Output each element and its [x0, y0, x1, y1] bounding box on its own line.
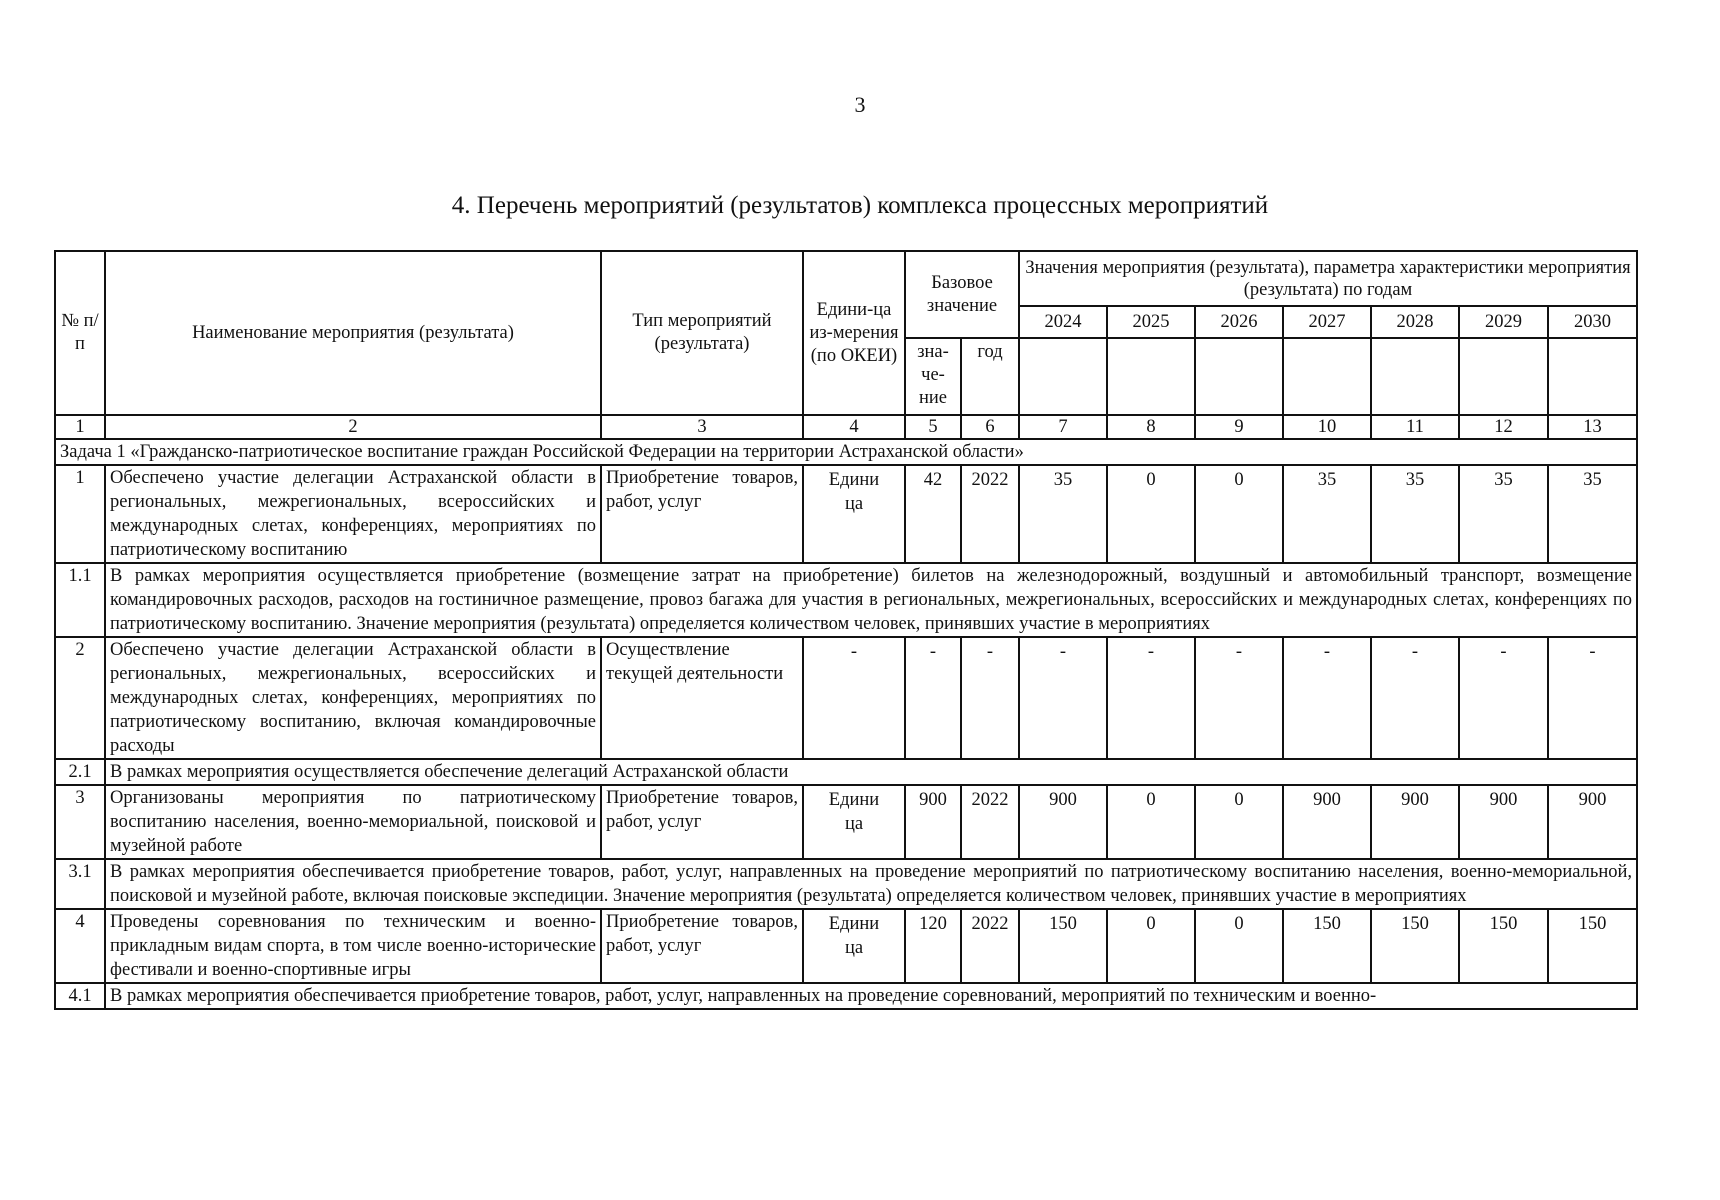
base-year: 2022 [961, 909, 1019, 983]
base-year: 2022 [961, 465, 1019, 563]
event-description: В рамках мероприятия обеспечивается приобретение товаров, работ, услуг, направленных на проведение соревнований, мероприятий по техническим и военно- [105, 983, 1637, 1009]
value-2028: 900 [1371, 785, 1459, 859]
event-name: Проведены соревнования по техническим и военно-прикладным видам спорта, в том числе военно-исторические фестивали и военно-спортивные игры [105, 909, 601, 983]
header-unit: Едини-ца из-мерения (по ОКЕИ) [803, 251, 905, 415]
value-2026: 0 [1195, 909, 1283, 983]
event-type: Осуществление текущей деятельности [601, 637, 803, 759]
table-row-description [55, 859, 1637, 909]
header-empty-cell [1283, 338, 1371, 415]
header-empty-cell [1459, 338, 1548, 415]
header-year-2024: 2024 [1019, 306, 1107, 338]
column-number: 8 [1107, 415, 1195, 439]
sub-row-number: 4.1 [55, 983, 105, 1009]
header-empty-cell [1195, 338, 1283, 415]
value-2029: 900 [1459, 785, 1548, 859]
value-2027: 150 [1283, 909, 1371, 983]
event-type: Приобретение товаров, работ, услуг [601, 465, 803, 563]
value-2026: 0 [1195, 465, 1283, 563]
base-year: 2022 [961, 785, 1019, 859]
event-unit [803, 465, 905, 563]
task-row [55, 439, 1637, 465]
value-2024: 150 [1019, 909, 1107, 983]
header-empty-cell [1107, 338, 1195, 415]
header-row-1 [55, 251, 1637, 306]
column-number: 5 [905, 415, 961, 439]
table-row [55, 637, 1637, 759]
sub-row-number: 2.1 [55, 759, 105, 785]
value-2029: 35 [1459, 465, 1548, 563]
row-number: 3 [55, 785, 105, 859]
value-2025: 0 [1107, 465, 1195, 563]
page-number: 3 [854, 92, 866, 117]
event-name: Обеспечено участие делегации Астраханской области в региональных, межрегиональных, всероссийских и международных слетах, конференциях, мероприятиях по патриотическому воспитанию [105, 465, 601, 563]
event-type: Приобретение товаров, работ, услуг [601, 785, 803, 859]
column-number: 9 [1195, 415, 1283, 439]
table-row-description [55, 983, 1637, 1009]
column-number: 7 [1019, 415, 1107, 439]
event-description: В рамках мероприятия осуществляется приобретение (возмещение затрат на приобретение) билетов на железнодорожный, воздушный и автомобильный транспорт, возмещение командировочных расходов, расходов на гостиничное размещение, провоз багажа для участия в региональных, межрегиональных, всероссийских и международных слетах, конференциях по патриотическому воспитанию. Значение мероприятия (результата) определяется количеством человек, принявших участие в мероприятиях [105, 563, 1637, 637]
header-type: Тип мероприятий (результата) [601, 251, 803, 415]
event-name: Организованы мероприятия по патриотическому воспитанию населения, военно-мемориальной, поисковой и музейной работе [105, 785, 601, 859]
column-number: 11 [1371, 415, 1459, 439]
header-base: Базовое значение [905, 251, 1019, 338]
column-number: 10 [1283, 415, 1371, 439]
table-row-description [55, 759, 1637, 785]
value-2025: 0 [1107, 909, 1195, 983]
event-unit: - [803, 637, 905, 759]
column-number: 6 [961, 415, 1019, 439]
value-2030: 150 [1548, 909, 1637, 983]
header-year-2030: 2030 [1548, 306, 1637, 338]
base-value: 120 [905, 909, 961, 983]
header-year-2028: 2028 [1371, 306, 1459, 338]
table-row-description [55, 563, 1637, 637]
row-number: 2 [55, 637, 105, 759]
document-title: 4. Перечень мероприятий (результатов) комплекса процессных мероприятий [451, 192, 1269, 219]
base-value: - [905, 637, 961, 759]
row-number: 4 [55, 909, 105, 983]
value-2028: 150 [1371, 909, 1459, 983]
row-number: 1 [55, 465, 105, 563]
header-no: № п/п [55, 251, 105, 415]
header-base-year: год [961, 338, 1019, 415]
event-unit-text: Единица [828, 790, 880, 834]
header-year-2026: 2026 [1195, 306, 1283, 338]
header-year-2029: 2029 [1459, 306, 1548, 338]
column-numbers-row [55, 415, 1637, 439]
event-unit [803, 785, 905, 859]
value-2030: 35 [1548, 465, 1637, 563]
event-type: Приобретение товаров, работ, услуг [601, 909, 803, 983]
column-number: 2 [105, 415, 601, 439]
column-number: 13 [1548, 415, 1637, 439]
base-value: 42 [905, 465, 961, 563]
header-year-2027: 2027 [1283, 306, 1371, 338]
value-2024: 35 [1019, 465, 1107, 563]
header-empty-cell [1371, 338, 1459, 415]
table-row [55, 785, 1637, 859]
task-title: Задача 1 «Гражданско-патриотическое воспитание граждан Российской Федерации на территории Астраханской области» [55, 439, 1637, 465]
column-number: 1 [55, 415, 105, 439]
value-2030: 900 [1548, 785, 1637, 859]
base-year: - [961, 637, 1019, 759]
value-2025: 0 [1107, 785, 1195, 859]
header-year-2025: 2025 [1107, 306, 1195, 338]
value-2026: 0 [1195, 785, 1283, 859]
table-row [55, 465, 1637, 563]
event-description: В рамках мероприятия обеспечивается приобретение товаров, работ, услуг, направленных на проведение мероприятий по патриотическому воспитанию населения, военно-мемориальной, поисковой и музейной работе, включая поисковые экспедиции. Значение мероприятия (результата) определяется количеством человек, принявших участие в мероприятиях [105, 859, 1637, 909]
events-table [54, 250, 1638, 1010]
event-description: В рамках мероприятия осуществляется обеспечение делегаций Астраханской области [105, 759, 1637, 785]
header-empty-cell [1019, 338, 1107, 415]
value-2027: 900 [1283, 785, 1371, 859]
sub-row-number: 1.1 [55, 563, 105, 637]
table-row [55, 909, 1637, 983]
value-2024: 900 [1019, 785, 1107, 859]
header-base-value: зна-че-ние [905, 338, 961, 415]
value-2029: 150 [1459, 909, 1548, 983]
value-2026: - [1195, 637, 1283, 759]
base-value: 900 [905, 785, 961, 859]
event-unit [803, 909, 905, 983]
value-2027: 35 [1283, 465, 1371, 563]
value-2029: - [1459, 637, 1548, 759]
column-number: 4 [803, 415, 905, 439]
header-empty-cell [1548, 338, 1637, 415]
event-unit-text: Единица [828, 914, 880, 958]
value-2028: 35 [1371, 465, 1459, 563]
value-2028: - [1371, 637, 1459, 759]
value-2030: - [1548, 637, 1637, 759]
sub-row-number: 3.1 [55, 859, 105, 909]
event-unit-text: Единица [828, 470, 880, 514]
value-2024: - [1019, 637, 1107, 759]
header-name: Наименование мероприятия (результата) [105, 251, 601, 415]
value-2027: - [1283, 637, 1371, 759]
header-values: Значения мероприятия (результата), параметра характеристики мероприятия (результата) по годам [1019, 251, 1637, 306]
value-2025: - [1107, 637, 1195, 759]
column-number: 12 [1459, 415, 1548, 439]
event-name: Обеспечено участие делегации Астраханской области в региональных, межрегиональных, всероссийских и международных слетах, конференциях, мероприятиях по патриотическому воспитанию, включая командировочные расходы [105, 637, 601, 759]
column-number: 3 [601, 415, 803, 439]
